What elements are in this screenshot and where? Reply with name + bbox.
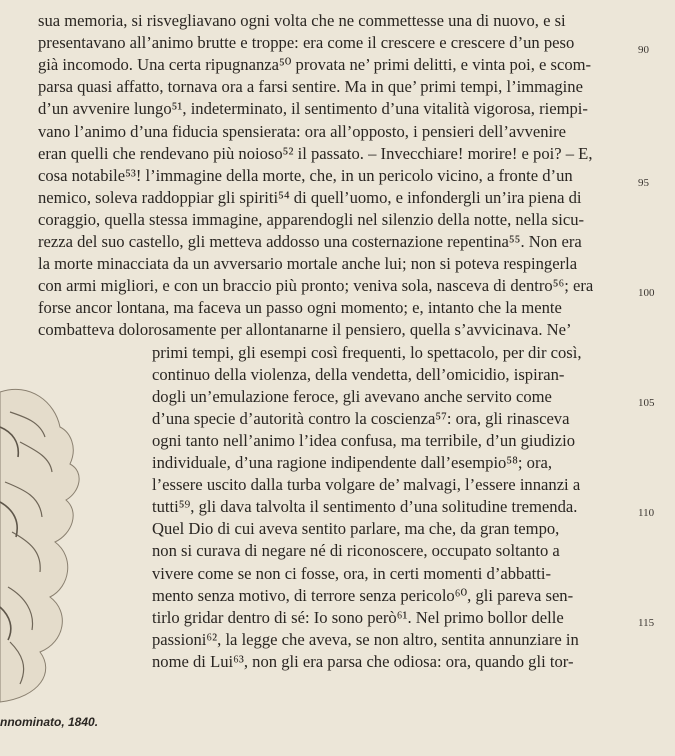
line-number: 100 bbox=[638, 287, 655, 299]
text-line: Quel Dio di cui aveva sentito parlare, ma che, da gran tempo, bbox=[152, 519, 560, 539]
text-line: forse ancor lontana, ma faceva un passo ogni momento; e, intanto che la mente bbox=[38, 298, 562, 318]
text-line: individuale, d’una ragione indipendente dall’esempio⁵⁸; ora, bbox=[152, 453, 553, 472]
text-line: primi tempi, gli esempi così frequenti, lo spettacolo, per dir così, bbox=[152, 342, 582, 362]
text-line: non si curava di negare né di riconoscere, occupato soltanto a bbox=[152, 541, 560, 561]
text-line: parsa quasi affatto, tornava ora a farsi sentire. Ma in que’ primi tempi, l’immagine bbox=[38, 77, 583, 97]
line-number: 115 bbox=[638, 617, 655, 629]
line-number: 90 bbox=[638, 44, 649, 56]
text-line: continuo della violenza, della vendetta, dell’omicidio, ispiran- bbox=[152, 364, 565, 384]
text-line: sua memoria, si risvegliavano ogni volta che ne commettesse una di nuovo, e si bbox=[38, 11, 566, 30]
text-line: cosa notabile⁵³! l’immagine della morte, che, in un pericolo vicino, a fronte d’un bbox=[38, 165, 573, 185]
text-line: combatteva dolorosamente per allontanarne il pensiero, quella s’avvicinava. Ne’ bbox=[38, 320, 572, 340]
text-line: l’essere uscito dalla turba volgare de’ malvagi, l’essere innanzi a bbox=[152, 475, 581, 495]
text-line: mento senza motivo, di terrore senza pericolo⁶⁰, gli pareva sen- bbox=[152, 585, 574, 605]
text-line: vano l’animo d’una fiducia spensierata: ora all’opposto, i pensieri dell’avvenire bbox=[38, 121, 567, 141]
text-line: già incomodo. Una certa ripugnanza⁵⁰ provata ne’ primi delitti, e vinta poi, e scom- bbox=[38, 55, 592, 75]
text-line: d’un avvenire lungo⁵¹, indeterminato, il sentimento d’una vitalità vigorosa, riempi- bbox=[38, 99, 588, 119]
text-line: dogli un’emulazione feroce, gli avevano anche servito come bbox=[152, 386, 552, 406]
text-line: passioni⁶², la legge che aveva, se non altro, sentita annunziare in bbox=[152, 629, 579, 649]
text-line: eran quelli che rendevano più noioso⁵² il passato. – Invecchiare! morire! e poi? – E, bbox=[38, 143, 593, 163]
text-line: coraggio, quella stessa immagine, apparendogli nel silenzio della notte, nella sicu- bbox=[38, 209, 585, 229]
portrait-illustration bbox=[0, 372, 150, 712]
text-line: d’una specie d’autorità contro la coscienza⁵⁷: ora, gli rinasceva bbox=[152, 408, 570, 428]
text-line: tutti⁵⁹, gli dava talvolta il sentimento d’una solitudine tremenda. bbox=[152, 497, 578, 517]
line-number: 95 bbox=[638, 177, 649, 189]
line-number: 110 bbox=[638, 507, 655, 519]
text-line: con armi migliori, e con un braccio più pronto; veniva sola, nasceva di dentro⁵⁶; era bbox=[38, 276, 594, 296]
text-line: tirlo gridar dentro di sé: Io sono però⁶¹. Nel primo bollor delle bbox=[152, 607, 564, 627]
text-line: nome di Lui⁶³, non gli era parsa che odiosa: ora, quando gli tor- bbox=[152, 651, 574, 671]
text-line: la morte minacciata da un avversario mortale anche lui; non si poteva respingerla bbox=[38, 254, 578, 274]
text-line: ogni tanto nell’animo l’idea confusa, ma terribile, d’un giudizio bbox=[152, 430, 576, 450]
text-line: nemico, soleva raddoppiar gli spiriti⁵⁴ di quell’uomo, e infondergli un’ira piena di bbox=[38, 187, 582, 207]
illustration-caption: nnominato, 1840. bbox=[0, 715, 99, 729]
line-number: 105 bbox=[638, 397, 655, 409]
text-line: vivere come se non ci fosse, ora, in certi momenti d’abbatti- bbox=[152, 563, 552, 583]
text-line: presentavano all’animo brutte e troppe: era come il crescere e crescere d’un peso bbox=[38, 33, 575, 53]
text-line: rezza del suo castello, gli metteva addosso una costernazione repentina⁵⁵. Non era bbox=[38, 232, 582, 251]
